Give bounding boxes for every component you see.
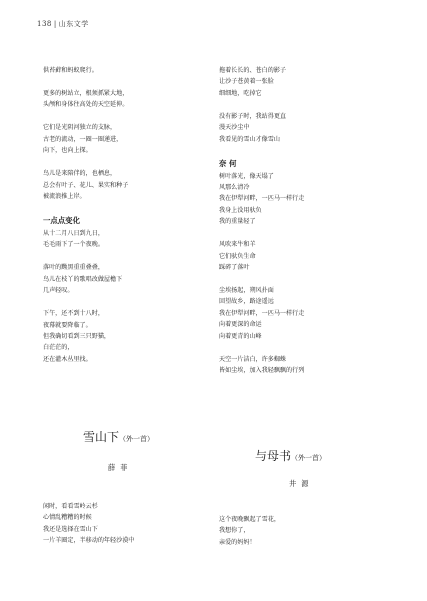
poem-title-text: 雪山下 — [83, 430, 120, 444]
right-column — [219, 65, 304, 377]
poem-line: 天空一片洁白，许多蜘蛛 — [219, 355, 287, 363]
poem-line: 我看见的雪山才像雪山 — [219, 135, 280, 143]
poem-title-subtitle: （外一首） — [119, 435, 155, 443]
left-column — [43, 65, 128, 365]
right-stanza — [219, 65, 304, 99]
left-stanza — [43, 88, 128, 111]
poem-line: 拖着长长的、苍白的影子 — [219, 67, 287, 74]
left-stanza — [43, 65, 128, 76]
poem-line: 没有影子时，我站得更直 — [219, 112, 287, 120]
poem-line: 细细地，吃掉它 — [219, 89, 262, 97]
poem-line: 闲时，看看雪岭云杉 — [43, 503, 98, 510]
poem-line: 鸟儿是来陪伴的，也栖息， — [43, 170, 117, 178]
poem-line: 下午，还不到十八时， — [43, 310, 104, 318]
left-stanza — [43, 308, 128, 365]
poem-line: 一片羊圈定，半移动的年轻沙漠中 — [43, 537, 135, 545]
poem-xueshanxia-lines — [43, 501, 134, 547]
section-title-change: 一点点变化 — [43, 216, 80, 226]
poem-line: 向着更青的山峰 — [219, 332, 262, 340]
poem-line: 风那么清冷 — [219, 184, 250, 192]
poem-line: 风吹来牛和羊 — [219, 241, 256, 249]
poem-line: 漫天沙尘中 — [219, 124, 250, 132]
stanza-gap — [219, 228, 304, 240]
left-stanza — [43, 262, 128, 296]
stanza-gap — [43, 297, 128, 309]
poem-title-xueshanxia — [83, 428, 154, 445]
stanza-gap — [219, 145, 304, 157]
poem-author: 井源 — [289, 479, 314, 488]
poem-line: 亲爱的妈妈！ — [219, 538, 256, 546]
poem-line: 头颅和身体往高处的天空延伸。 — [43, 101, 129, 109]
poem-line: 让沙子苍黄着一张脸 — [219, 78, 274, 86]
poem-line: 被流浪推上岸。 — [43, 193, 86, 201]
poem-line: 我身上没用驮负 — [219, 206, 262, 214]
right-stanza — [219, 239, 304, 273]
poem-line: 向着更深的命运 — [219, 321, 262, 329]
poem-line: 落叶的黝黑重重叠叠， — [43, 264, 104, 272]
poem-line: 古老的流动，一圈一圈递进， — [43, 135, 123, 143]
poem-line: 它们驮负生命 — [219, 252, 256, 260]
poem-line: 尘埃扬起，朔风扑面 — [219, 287, 274, 295]
page-header — [37, 19, 89, 29]
poem-title-subtitle: （外一首） — [291, 454, 327, 462]
stanza-gap — [219, 342, 304, 354]
poem-yumushu-lines — [219, 514, 280, 548]
left-stanza — [43, 122, 128, 156]
poem-line: 树叶落光，像天塌了 — [219, 172, 274, 180]
poem-line: 回望故乡，路途遥远 — [219, 298, 274, 306]
poem-line: 更多的树站立，根须抓紧大地， — [43, 90, 129, 97]
poem-line: 夜幕就要降临了。 — [43, 321, 92, 329]
poem-title-text: 与母书 — [255, 449, 292, 463]
poem-line: 从十二月八日到九日， — [43, 230, 104, 238]
poem-line: 总会有叶子、花儿、果实和种子 — [43, 181, 129, 189]
section-title-naihe: 奈 何 — [219, 158, 237, 168]
poem-author: 薛菲 — [108, 463, 133, 472]
poem-line: 供苔藓和蚂蚁爬行。 — [43, 67, 98, 74]
poem-line: 我在伊犁河畔，一匹马一样行走 — [219, 195, 305, 203]
poem-line: 几声轻叹。 — [43, 287, 74, 295]
right-stanza — [219, 111, 304, 145]
right-stanza — [219, 285, 304, 342]
stanza-gap — [43, 111, 128, 123]
header-separator: | — [53, 20, 57, 28]
poem-line: 这个夜晚飘起了雪花， — [219, 516, 280, 523]
stanza-gap — [219, 99, 304, 111]
poem-line: 它们是光阴河独立的支脉， — [43, 124, 117, 132]
stanza-gap — [43, 202, 128, 214]
stanza-gap — [219, 273, 304, 285]
poem-line: 向下，也向上探。 — [43, 147, 92, 155]
poem-line: 鸟儿在枝丫的歌唱改做屋檐下 — [43, 275, 123, 283]
poem-line: 还在灌木丛里找。 — [43, 355, 92, 363]
poem-line: 心情乱糟糟的时候 — [43, 514, 92, 522]
stanza-gap — [43, 76, 128, 88]
left-stanza — [43, 228, 128, 251]
journal-name: 山东文学 — [58, 20, 89, 28]
stanza-gap — [43, 157, 128, 169]
right-stanza — [219, 171, 304, 228]
left-stanza — [43, 168, 128, 202]
stanza-gap — [43, 251, 128, 263]
poem-line: 踩碎了落叶 — [219, 264, 250, 272]
poem-line: 我还是选择在雪山下 — [43, 525, 98, 533]
right-stanza — [219, 354, 304, 377]
poem-line: 白茫茫的， — [43, 344, 74, 352]
page-number: 138 — [37, 20, 52, 28]
poem-line: 但我确切看到三只野猫， — [43, 333, 111, 341]
poem-line: 我在伊犁河畔，一匹马一样行走 — [219, 309, 305, 317]
poem-title-yumushu — [255, 447, 326, 464]
poem-line: 我想你了， — [219, 527, 250, 535]
poem-line: 我的重量轻了 — [219, 218, 256, 226]
poem-line: 皆如尘埃，加入我轻飘飘的行列 — [219, 367, 305, 375]
poem-line: 毛毛雨下了一个夜晚。 — [43, 241, 104, 249]
